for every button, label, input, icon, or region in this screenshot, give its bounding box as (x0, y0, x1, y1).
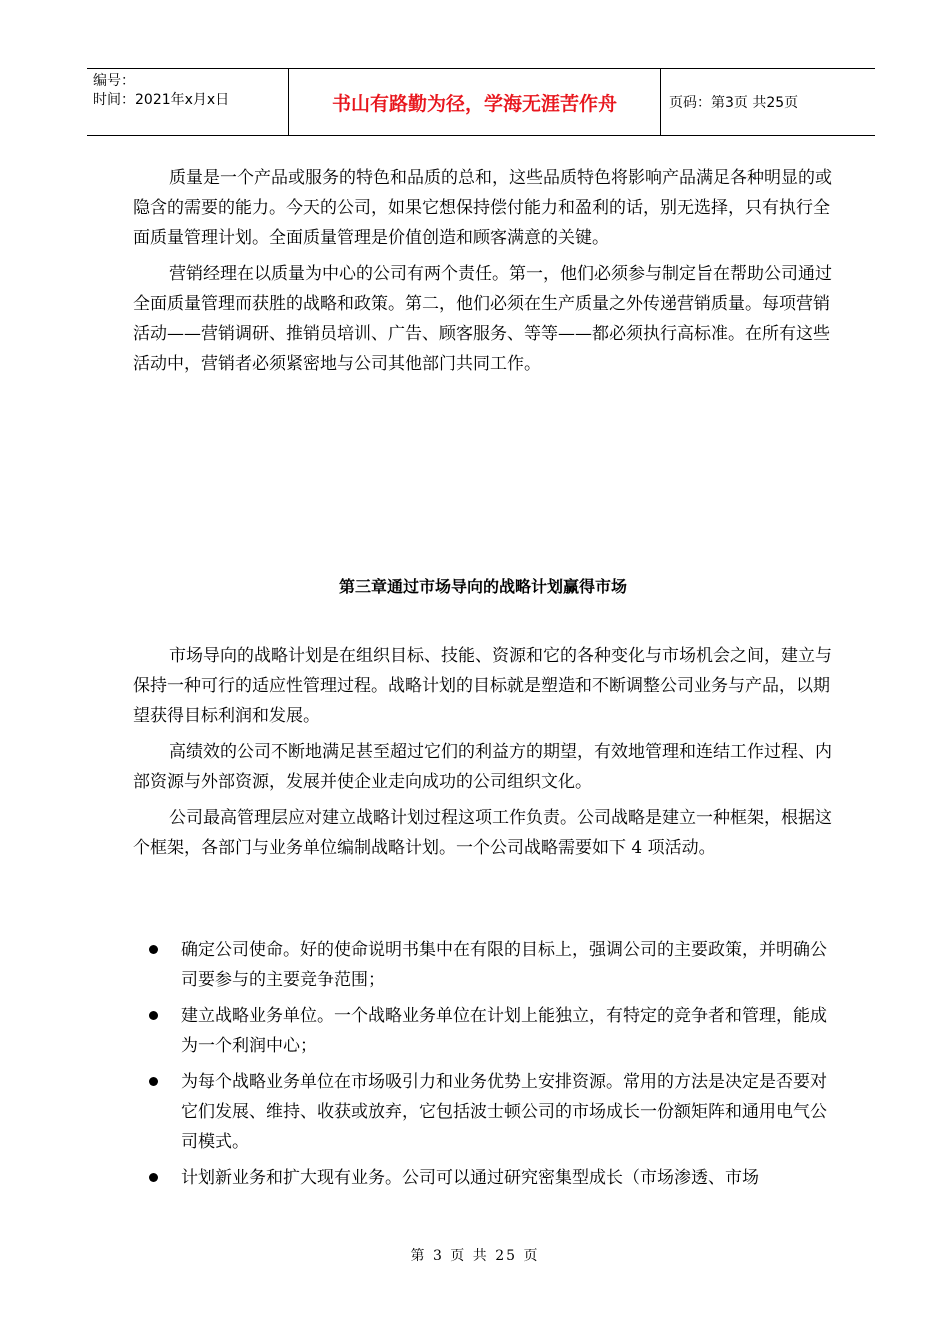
list-item-text: 为每个战略业务单位在市场吸引力和业务优势上安排资源。常用的方法是决定是否要对它们发展、维持、收获或放弃，它包括波士顿公司的市场成长一份额矩阵和通用电气公司模式。 (181, 1072, 827, 1152)
bullet-icon (149, 1067, 163, 1157)
header-meta (87, 69, 288, 135)
activity-bullet-list (133, 935, 833, 1199)
chapter-title: 第三章通过市场导向的战略计划赢得市场 (338, 577, 627, 596)
header-motto: 书山有路勤为径，学海无涯苦作舟 (288, 69, 661, 135)
list-item-text: 建立战略业务单位。一个战略业务单位在计划上能独立，有特定的竞争者和管理，能成为一个利润中心； (181, 1006, 827, 1056)
paragraph: 市场导向的战略计划是在组织目标、技能、资源和它的各种变化与市场机会之间，建立与保持一种可行的适应性管理过程。战略计划的目标就是塑造和不断调整公司业务与产品，以期望获得目标利润和发展。 (133, 646, 832, 726)
list-item (133, 1163, 833, 1193)
chapter-body (133, 641, 833, 863)
header-number-label: 编号： (93, 73, 135, 89)
paragraph: 质量是一个产品或服务的特色和品质的总和，这些品质特色将影响产品满足各种明显的或隐含的需要的能力。今天的公司，如果它想保持偿付能力和盈利的话，别无选择，只有执行全面质量管理计划。全面质量管理是价值创造和顾客满意的关键。 (133, 168, 832, 248)
list-item (133, 1001, 833, 1061)
document-header (87, 68, 875, 136)
bullet-icon (149, 1001, 163, 1061)
list-item-text: 计划新业务和扩大现有业务。公司可以通过研究密集型成长（市场渗透、市场 (181, 1168, 759, 1188)
header-page-label: 页码：第3页 共25页 (669, 95, 799, 111)
paragraph: 高绩效的公司不断地满足甚至超过它们的利益方的期望，有效地管理和连结工作过程、内部资源与外部资源，发展并使企业走向成功的公司组织文化。 (133, 742, 832, 792)
header-time-label: 时间：2021年x月x日 (93, 92, 230, 108)
list-item (133, 935, 833, 995)
page-footer: 第 3 页 共 25 页 (410, 1248, 540, 1264)
bullet-icon (149, 935, 163, 995)
paragraph: 营销经理在以质量为中心的公司有两个责任。第一，他们必须参与制定旨在帮助公司通过全面质量管理而获胜的战略和政策。第二，他们必须在生产质量之外传递营销质量。每项营销活动——营销调研、推销员培训、广告、顾客服务、等等——都必须执行高标准。在所有这些活动中，营销者必须紧密地与公司其他部门共同工作。 (133, 264, 832, 374)
paragraph: 公司最高管理层应对建立战略计划过程这项工作负责。公司战略是建立一种框架，根据这个框架，各部门与业务单位编制战略计划。一个公司战略需要如下 4 项活动。 (133, 808, 832, 858)
list-item-text: 确定公司使命。好的使命说明书集中在有限的目标上，强调公司的主要政策，并明确公司要参与的主要竞争范围； (181, 940, 827, 990)
list-item (133, 1067, 833, 1157)
bullet-icon (149, 1163, 163, 1193)
section-1-body (133, 163, 833, 379)
